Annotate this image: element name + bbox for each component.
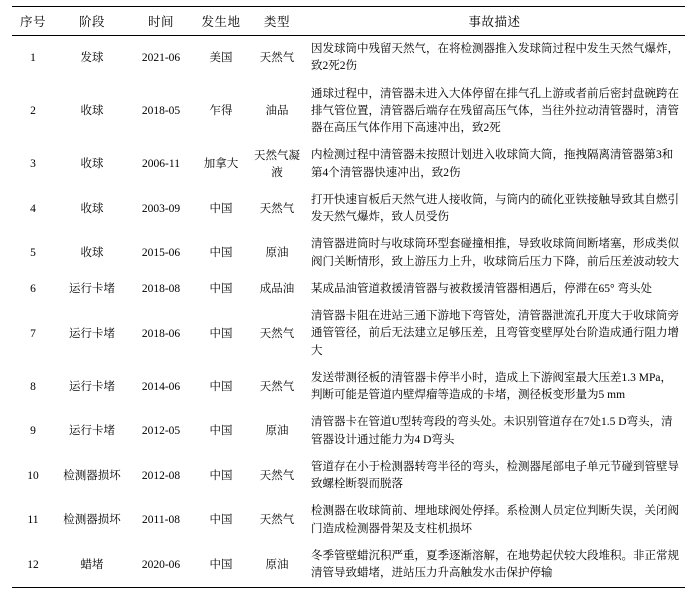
cell-stage: 收球 <box>80 105 104 118</box>
cell-type: 天然气 <box>259 514 295 527</box>
cell-seq: 8 <box>30 380 36 393</box>
cell-type: 原油 <box>265 247 289 260</box>
column-header-type: 类型 <box>250 7 304 36</box>
cell-place: 中国 <box>209 425 233 438</box>
cell-type: 天然气 <box>259 327 295 340</box>
cell-place: 中国 <box>209 469 233 482</box>
cell-time: 2018-05 <box>141 105 181 118</box>
cell-seq: 2 <box>30 105 36 118</box>
cell-place: 加拿大 <box>203 158 239 171</box>
cell-place: 中国 <box>209 327 233 340</box>
cell-seq: 6 <box>30 283 36 296</box>
cell-place: 中国 <box>209 514 233 527</box>
cell-stage: 运行卡堵 <box>69 283 115 296</box>
cell-description: 检测器在收球筒前、埋地球阀处停择。系检测人员定位判断失误，关闭阀门造成检测器骨架及支柱机损坏 <box>311 505 679 535</box>
cell-place: 中国 <box>192 543 250 588</box>
cell-type: 成品油 <box>259 283 295 296</box>
table-row <box>12 231 685 276</box>
cell-type: 天然气凝液 <box>254 149 300 179</box>
cell-stage: 检测器损坏 <box>63 514 121 527</box>
table-row <box>12 543 685 588</box>
table-row <box>12 81 685 143</box>
cell-time: 2006-11 <box>142 158 180 171</box>
cell-time: 2012-05 <box>141 425 181 438</box>
cell-place: 美国 <box>209 51 233 64</box>
table-row <box>12 454 685 499</box>
cell-stage: 运行卡堵 <box>69 327 115 340</box>
cell-seq: 4 <box>30 202 36 215</box>
table-row <box>12 187 685 232</box>
cell-description: 通球过程中，清管器未进入大体停留在排气孔上游或者前后密封盘碗跨在排气管位置，清管器后端存在残留高压气体，当往外拉动清管器时，清管器在高压气体作用下高速冲出，致2死 <box>311 87 679 134</box>
cell-time: 2011-08 <box>142 514 180 527</box>
cell-place: 中国 <box>209 202 233 215</box>
cell-seq: 7 <box>30 327 36 340</box>
cell-stage: 运行卡堵 <box>69 380 115 393</box>
table-body <box>12 36 685 588</box>
column-header-seq: 序号 <box>12 7 54 36</box>
table-header-row <box>12 7 685 36</box>
cell-seq: 12 <box>12 543 54 588</box>
cell-place: 中国 <box>209 247 233 260</box>
cell-stage: 发球 <box>80 51 104 64</box>
cell-time: 2020-06 <box>130 543 192 588</box>
table-row <box>12 303 685 365</box>
cell-stage: 运行卡堵 <box>69 425 115 438</box>
cell-seq: 5 <box>30 247 36 260</box>
column-header-time: 时间 <box>130 7 192 36</box>
cell-type: 天然气 <box>259 380 295 393</box>
column-header-description: 事故描述 <box>304 7 685 36</box>
cell-type: 天然气 <box>259 202 295 215</box>
cell-stage: 检测器损坏 <box>63 469 121 482</box>
cell-stage: 收球 <box>80 202 104 215</box>
cell-stage: 收球 <box>80 247 104 260</box>
cell-seq: 10 <box>27 469 39 482</box>
cell-stage: 蜡堵 <box>54 543 130 588</box>
cell-description: 打开快速盲板后天然气进人接收筒，与筒内的硫化亚铁接触导致其自燃引发天然气爆炸，致人员受伤 <box>311 193 679 223</box>
table-row <box>12 276 685 303</box>
cell-time: 2015-06 <box>141 247 181 260</box>
cell-description: 清管器卡阻在进站三通下游地下弯管处，清管器泄流孔开度大于收球筒旁通管管径，前后无法建立足够压差，且弯管变壁厚处台阶造成通行阻力增大 <box>311 310 679 357</box>
cell-seq: 9 <box>30 425 36 438</box>
table-row <box>12 36 685 81</box>
cell-type: 原油 <box>250 543 304 588</box>
cell-description: 某成品油管道救援清管器与被救援清管器相遇后，停滞在65° 弯头处 <box>311 282 652 295</box>
cell-time: 2003-09 <box>141 202 181 215</box>
table-row <box>12 365 685 410</box>
table-row <box>12 409 685 454</box>
cell-stage: 收球 <box>80 158 104 171</box>
cell-description: 内检测过程中清管器未按照计划进入收球筒大筒，拖拽隔离清管器第3和第4个清管器快速冲出，致2伤 <box>311 149 674 179</box>
cell-type: 天然气 <box>259 51 295 64</box>
table-row <box>12 498 685 543</box>
cell-type: 原油 <box>265 425 289 438</box>
cell-time: 2014-06 <box>141 380 181 393</box>
cell-description: 发送带测径板的清管器卡停半小时，造成上下游阀室最大压差1.3 MPa，判断可能是管道内壁焊瘤等造成的卡堵，测径板变形量为5 mm <box>311 371 672 401</box>
cell-type: 天然气 <box>259 469 295 482</box>
cell-type: 油品 <box>265 105 289 118</box>
table-header <box>12 7 685 36</box>
cell-time: 2018-06 <box>141 327 181 340</box>
incident-table <box>12 6 685 588</box>
cell-place: 乍得 <box>209 105 233 118</box>
cell-place: 中国 <box>209 283 233 296</box>
cell-description: 清管器进筒时与收球筒环型套碰撞相推，导致收球筒间断堵塞，形成类似阀门关断情形，致上游压力上升，收球筒后压力下降，前后压差波动较大 <box>311 238 679 268</box>
cell-place: 中国 <box>209 380 233 393</box>
cell-seq: 3 <box>30 158 36 171</box>
incident-table-sheet <box>0 6 697 588</box>
cell-seq: 1 <box>30 51 36 64</box>
cell-time: 2012-08 <box>141 469 181 482</box>
cell-time: 2021-06 <box>141 51 181 64</box>
column-header-place: 发生地 <box>192 7 250 36</box>
cell-description: 管道存在小于检测器转弯半径的弯头，检测器尾部电子单元节碰到管壁导致螺栓断裂而脱落 <box>311 460 679 490</box>
cell-description: 冬季管壁蜡沉积严重，夏季逐渐溶解，在地势起伏较大段堆积。非正常规清管导致蜡堵，进站压力升高触发水击保护停输 <box>304 543 685 588</box>
cell-time: 2018-08 <box>141 283 181 296</box>
cell-seq: 11 <box>27 514 39 527</box>
table-row <box>12 142 685 187</box>
column-header-stage: 阶段 <box>54 7 130 36</box>
cell-description: 清管器卡在管道U型转弯段的弯头处。未识别管道存在7处1.5 D弯头，清管器设计通过能力为4 D弯头 <box>311 416 673 446</box>
cell-description: 因发球筒中残留天然气，在将检测器推入发球筒过程中发生天然气爆炸，致2死2伤 <box>311 43 679 73</box>
